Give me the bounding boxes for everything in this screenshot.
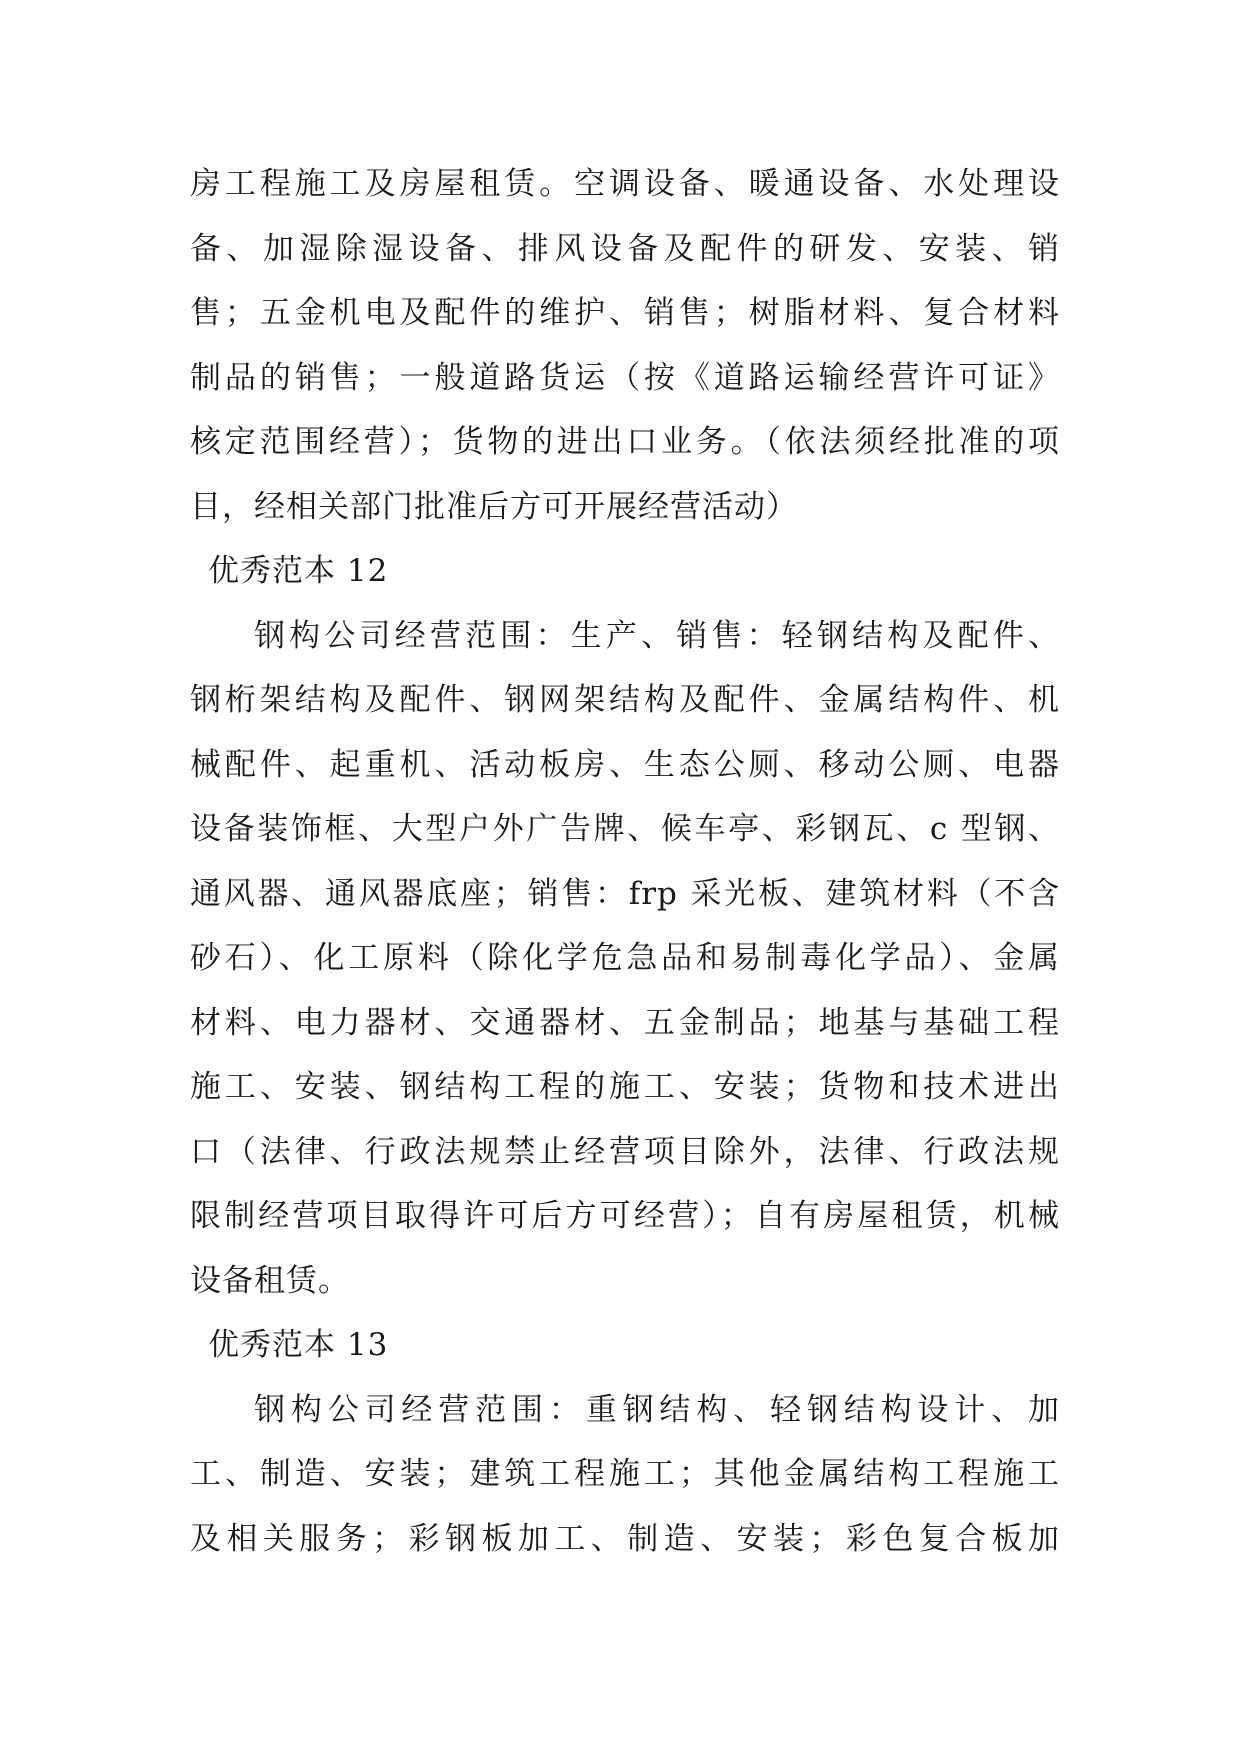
- paragraph-line: 设备装饰框、大型户外广告牌、候车亭、彩钢瓦、c 型钢、: [190, 811, 1060, 847]
- document-page: [190, 152, 1060, 1571]
- paragraph-line: 钢桁架结构及配件、钢网架结构及配件、金属结构件、机: [190, 682, 1060, 718]
- paragraph-line: 工、制造、安装；建筑工程施工；其他金属结构工程施工: [190, 1456, 1060, 1492]
- paragraph-line: 口（法律、行政法规禁止经营项目除外，法律、行政法规: [190, 1133, 1060, 1170]
- paragraph-line: 械配件、起重机、活动板房、生态公厕、移动公厕、电器: [190, 746, 1060, 783]
- paragraph-line: 备、加湿除湿设备、排风设备及配件的研发、安装、销: [190, 230, 1060, 267]
- paragraph-line: 设备租赁。: [190, 1262, 350, 1299]
- section-heading-12: 优秀范本 12: [208, 553, 389, 589]
- paragraph-line: 房工程施工及房屋租赁。空调设备、暖通设备、水处理设: [190, 166, 1060, 202]
- paragraph-line: 材料、电力器材、交通器材、五金制品；地基与基础工程: [190, 1004, 1060, 1041]
- section-13-paragraph: [190, 1378, 1060, 1572]
- section-heading-13: 优秀范本 13: [208, 1327, 389, 1363]
- continuation-paragraph: [190, 152, 1060, 539]
- paragraph-line: 钢构公司经营范围：重钢结构、轻钢结构设计、加: [254, 1391, 1060, 1428]
- paragraph-line: 砂石）、化工原料（除化学危急品和易制毒化学品）、金属: [190, 940, 1060, 976]
- paragraph-line: 钢构公司经营范围：生产、销售：轻钢结构及配件、: [254, 617, 1060, 654]
- section-12-paragraph: [190, 604, 1060, 1314]
- paragraph-line: 及相关服务；彩钢板加工、制造、安装；彩色复合板加: [190, 1520, 1060, 1557]
- paragraph-line: 售；五金机电及配件的维护、销售；树脂材料、复合材料: [190, 295, 1060, 331]
- paragraph-line: 施工、安装、钢结构工程的施工、安装；货物和技术进出: [190, 1069, 1060, 1105]
- paragraph-line: 限制经营项目取得许可后方可经营）；自有房屋租赁，机械: [190, 1198, 1060, 1234]
- paragraph-line: 目，经相关部门批准后方可开展经营活动）: [190, 488, 798, 525]
- paragraph-line: 通风器、通风器底座；销售：frp 采光板、建筑材料（不含: [190, 875, 1060, 912]
- paragraph-line: 制品的销售；一般道路货运（按《道路运输经营许可证》: [190, 359, 1060, 396]
- paragraph-line: 核定范围经营）；货物的进出口业务。（依法须经批准的项: [190, 424, 1060, 460]
